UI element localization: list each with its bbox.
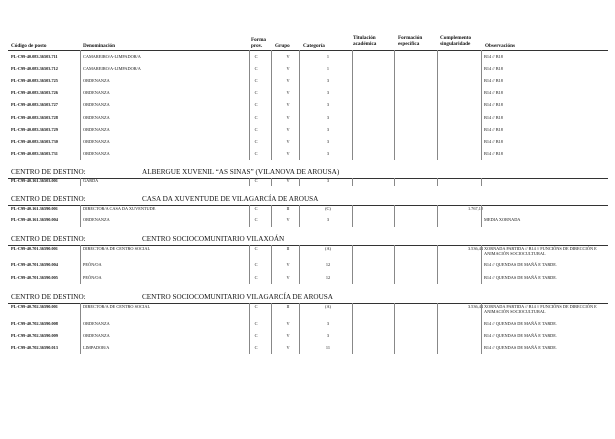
column-divider (352, 303, 353, 354)
categoria-cell: 3 (326, 115, 330, 120)
denomination-cell: DIRECTOR/A CASA DA XUVENTUDE (83, 206, 156, 211)
header-rule (8, 50, 608, 51)
post-code-cell: PL-C99-40.702.36590.001 (11, 304, 58, 309)
categoria-cell: 1 (326, 54, 330, 59)
grupo-cell: V (286, 139, 290, 144)
denomination-cell: CAMAREIRO/A-LIMPADOR/A (83, 54, 141, 59)
column-divider (352, 205, 353, 227)
column-divider (481, 205, 482, 227)
grupo-cell: V (286, 115, 290, 120)
section-label: CENTRO DE DESTINO: (11, 235, 86, 243)
observacions-cell: B14 // B18 (484, 102, 503, 107)
column-divider (437, 205, 438, 227)
categoria-cell: 3 (326, 127, 330, 132)
column-divider (249, 245, 250, 284)
denomination-cell: CAMAREIRO/A-LIMPADOR/A (83, 66, 141, 71)
header-forma-l2: prov. (251, 43, 263, 49)
forma-cell: C (254, 246, 258, 251)
categoria-cell: 1 (326, 66, 330, 71)
observacions-cell: B14 // B18 (484, 90, 503, 95)
forma-cell: C (254, 151, 258, 156)
section-heading (11, 195, 319, 203)
column-divider (80, 245, 81, 284)
categoria-cell: 3 (326, 139, 330, 144)
complemento-cell: 3.536,44 (467, 246, 483, 251)
forma-cell: C (254, 206, 258, 211)
denomination-cell: DIRECTOR/A DE CENTRO SOCIAL (83, 246, 151, 251)
column-divider (299, 303, 300, 354)
column-divider (394, 178, 395, 186)
section-heading (11, 168, 340, 176)
post-code-cell: PL-C99-40.701.36590.001 (11, 246, 58, 251)
column-divider (271, 245, 272, 284)
grupo-cell: V (286, 102, 290, 107)
observacions-cell: B14 // QUENDAS DE MAÑÁ E TARDE. (484, 333, 557, 338)
column-divider (352, 50, 353, 160)
header-denominacion: Denominación (83, 43, 115, 49)
grupo-cell: V (286, 127, 290, 132)
categoria-cell: 3 (326, 78, 330, 83)
post-code-cell: PL-C99-40.702.36590.013 (11, 345, 58, 350)
post-code-cell: PL-C99-40.083.36503.729 (11, 127, 58, 132)
grupo-cell: V (286, 90, 290, 95)
column-divider (437, 303, 438, 354)
denomination-cell: PEÓN/OA (83, 262, 102, 267)
column-divider (481, 303, 482, 354)
post-code-cell: PL-C99-40.083.36503.712 (11, 66, 58, 71)
column-divider (80, 303, 81, 354)
section-label: CENTRO DE DESTINO: (11, 195, 86, 203)
post-code-cell: PL-C99-40.083.36503.727 (11, 102, 58, 107)
categoria-cell: 3 (326, 151, 330, 156)
header-complemento-l1: Complemento (440, 35, 472, 41)
column-divider (394, 205, 395, 227)
section-title: CASA DA XUVENTUDE DE VILAGARCÍA DE AROUSA (142, 195, 319, 203)
observacions-cell: B14 // B18 (484, 127, 503, 132)
column-divider (80, 205, 81, 227)
categoria-cell: (C) (325, 206, 331, 211)
categoria-cell: 3 (326, 333, 330, 338)
denomination-cell: ORDENANZA (83, 90, 110, 95)
grupo-cell: V (286, 217, 290, 222)
grupo-cell: V (286, 333, 290, 338)
grupo-cell: V (286, 78, 290, 83)
post-code-cell: PL-C99-40.702.36590.008 (11, 321, 58, 326)
post-code-cell: PL-C99-40.161.36503.001 (11, 178, 58, 183)
observacions-cell: B14 // QUENDAS DE MAÑÁ E TARDE. (484, 275, 557, 280)
post-code-cell: PL-C99-40.701.36590.005 (11, 275, 58, 280)
section-title: CENTRO SOCIOCOMUNITARIO VILAGARCÍA DE AROUSA (142, 293, 333, 301)
grupo-cell: V (286, 262, 290, 267)
column-divider (352, 245, 353, 284)
grupo-cell: V (286, 321, 290, 326)
categoria-cell: 12 (325, 262, 331, 267)
observacions-cell: B14 // B18 (484, 151, 503, 156)
categoria-cell: 3 (326, 217, 330, 222)
forma-cell: C (254, 275, 258, 280)
forma-cell: C (254, 78, 258, 83)
observacions-cell: XORNADA PARTIDA // B14 // FUNCIÓNS DE DIRECCIÓN E ANIMACIÓN SOCIOCULTURAL (484, 246, 597, 256)
header-observacions: Observacións (485, 43, 515, 49)
column-divider (481, 50, 482, 160)
observacions-cell: B14 // B18 (484, 115, 503, 120)
column-divider (271, 205, 272, 227)
post-code-cell: PL-C99-40.083.36503.725 (11, 78, 58, 83)
post-code-cell: PL-C99-40.083.36503.728 (11, 115, 58, 120)
column-divider (481, 178, 482, 186)
grupo-cell: V (286, 151, 290, 156)
post-code-cell: PL-C99-40.083.36503.711 (11, 54, 58, 59)
column-divider (271, 303, 272, 354)
section-label: CENTRO DE DESTINO: (11, 293, 86, 301)
section-title: ALBERGUE XUVENIL “AS SINAS” (VILANOVA DE AROUSA) (142, 168, 340, 176)
categoria-cell: 12 (325, 275, 331, 280)
column-divider (394, 245, 395, 284)
denomination-cell: DIRECTOR/A DE CENTRO SOCIAL (83, 304, 151, 309)
denomination-cell: ORDENANZA (83, 321, 110, 326)
column-divider (394, 303, 395, 354)
header-titulacion-l1: Titulación (353, 35, 376, 41)
forma-cell: C (254, 345, 258, 350)
forma-cell: C (254, 139, 258, 144)
forma-cell: C (254, 262, 258, 267)
observacions-cell: B14 // QUENDAS DE MAÑÁ E TARDE. (484, 345, 557, 350)
denomination-cell: ORDENANZA (83, 127, 110, 132)
section-title: CENTRO SOCIOCOMUNITARIO VILAXOÁN (142, 235, 285, 243)
column-divider (80, 178, 81, 186)
forma-cell: C (254, 115, 258, 120)
categoria-cell: 11 (325, 345, 331, 350)
forma-cell: C (254, 333, 258, 338)
section-label: CENTRO DE DESTINO: (11, 168, 86, 176)
header-formacion-l1: Formación (398, 35, 423, 41)
column-divider (437, 178, 438, 186)
header-categoria: Categoría (303, 43, 325, 49)
categoria-cell: (A) (325, 246, 331, 251)
forma-cell: C (254, 66, 258, 71)
categoria-cell: 3 (326, 102, 330, 107)
observacions-cell: XORNADA PARTIDA // B14 // FUNCIÓNS DE DIRECCIÓN E ANIMACIÓN SOCIOCULTURAL (484, 304, 597, 314)
denomination-cell: ORDENANZA (83, 151, 110, 156)
header-formacion-l2: específica (398, 41, 420, 47)
denomination-cell: ORDENANZA (83, 78, 110, 83)
header-complemento-l2: singularidade (440, 41, 471, 47)
forma-cell: C (254, 304, 258, 309)
section-heading (11, 293, 333, 301)
column-divider (249, 303, 250, 354)
section-heading (11, 235, 285, 243)
denomination-cell: ORDENANZA (83, 217, 110, 222)
categoria-cell: 3 (326, 178, 330, 183)
column-divider (352, 178, 353, 186)
denomination-cell: PEÓN/OA (83, 275, 102, 280)
forma-cell: C (254, 127, 258, 132)
header-codigo: Código de posto (11, 43, 47, 49)
column-divider (80, 50, 81, 160)
denomination-cell: GARDA (83, 178, 99, 183)
grupo-cell: V (286, 345, 290, 350)
forma-cell: C (254, 90, 258, 95)
observacions-cell: B14 // QUENDAS DE MAÑÁ E TARDE. (484, 321, 557, 326)
column-divider (271, 178, 272, 186)
forma-cell: C (254, 321, 258, 326)
grupo-cell: V (286, 66, 290, 71)
grupo-cell: II (286, 304, 290, 309)
forma-cell: C (254, 217, 258, 222)
observacions-cell: B14 // B18 (484, 66, 503, 71)
column-divider (271, 50, 272, 160)
forma-cell: C (254, 178, 258, 183)
categoria-cell: (A) (325, 304, 331, 309)
header-titulacion-l2: académica (353, 41, 377, 47)
column-divider (299, 245, 300, 284)
column-divider (249, 178, 250, 186)
grupo-cell: V (286, 54, 290, 59)
complemento-cell: 1.767,12 (467, 206, 483, 211)
categoria-cell: 3 (326, 90, 330, 95)
denomination-cell: LIMPADOR/A (83, 345, 110, 350)
denomination-cell: ORDENANZA (83, 102, 110, 107)
post-code-cell: PL-C99-40.161.36590.001 (11, 206, 58, 211)
categoria-cell: 3 (326, 321, 330, 326)
observacions-cell: MEDIA XORNADA (484, 217, 521, 222)
post-code-cell: PL-C99-40.083.36503.731 (11, 151, 58, 156)
grupo-cell: II (286, 206, 290, 211)
column-divider (249, 205, 250, 227)
denomination-cell: ORDENANZA (83, 115, 110, 120)
column-divider (437, 245, 438, 284)
complemento-cell: 3.536,44 (467, 304, 483, 309)
column-divider (437, 50, 438, 160)
column-divider (299, 205, 300, 227)
observacions-cell: B14 // B18 (484, 139, 503, 144)
column-divider (481, 245, 482, 284)
post-code-cell: PL-C99-40.083.36503.726 (11, 90, 58, 95)
observacions-cell: B14 // B18 (484, 54, 503, 59)
post-code-cell: PL-C99-40.161.36590.004 (11, 217, 58, 222)
observacions-cell: B14 // QUENDAS DE MAÑÁ E TARDE. (484, 262, 557, 267)
column-divider (394, 50, 395, 160)
grupo-cell: V (286, 178, 290, 183)
header-forma-l1: Forma (251, 37, 266, 43)
observacions-cell: B14 // B18 (484, 78, 503, 83)
post-code-cell: PL-C99-40.702.36590.009 (11, 333, 58, 338)
forma-cell: C (254, 102, 258, 107)
post-code-cell: PL-C99-40.701.36590.004 (11, 262, 58, 267)
post-code-cell: PL-C99-40.083.36503.730 (11, 139, 58, 144)
grupo-cell: V (286, 275, 290, 280)
denomination-cell: ORDENANZA (83, 333, 110, 338)
column-divider (249, 50, 250, 160)
denomination-cell: ORDENANZA (83, 139, 110, 144)
column-divider (299, 178, 300, 186)
column-divider (299, 50, 300, 160)
forma-cell: C (254, 54, 258, 59)
grupo-cell: II (286, 246, 290, 251)
header-grupo: Grupo (275, 43, 290, 49)
